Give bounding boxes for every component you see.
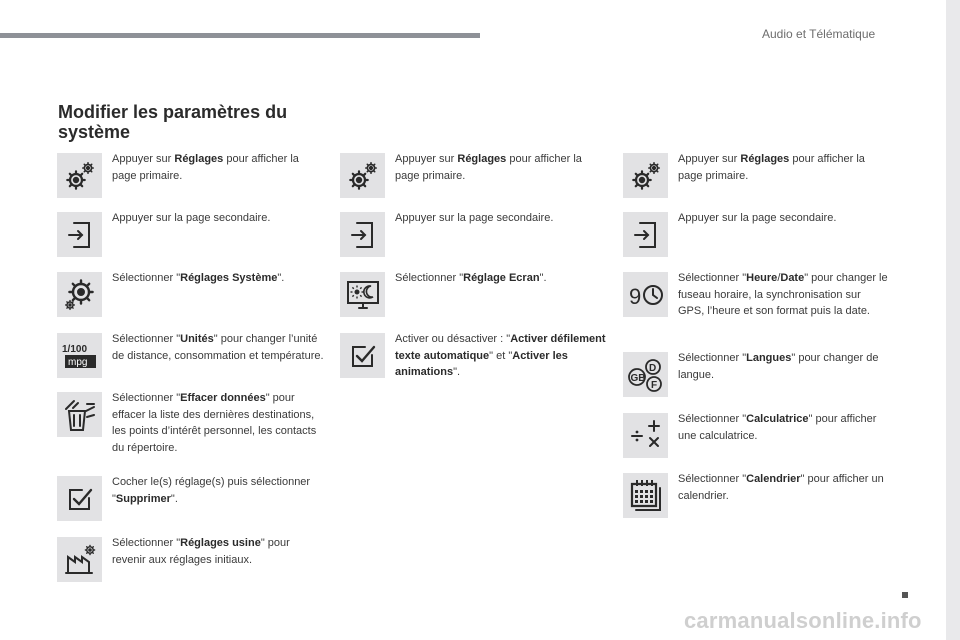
step-text-bold: Réglages bbox=[740, 153, 790, 165]
step-text-span: ". bbox=[277, 272, 285, 284]
step-text-bold: Heure bbox=[746, 272, 778, 284]
step-text-span: Appuyer sur bbox=[678, 153, 741, 165]
step-text-bold: Activer les animations bbox=[395, 349, 568, 378]
step-text-span: pour afficher la page primaire. bbox=[395, 153, 582, 182]
step-text-bold: Réglages bbox=[457, 153, 507, 165]
step-text-span: " pour afficher une calculatrice. bbox=[678, 413, 877, 442]
step-text-span: " pour changer de langue. bbox=[678, 352, 879, 381]
step-text-bold: Réglage Ecran bbox=[463, 272, 540, 284]
step-text-bold: Calculatrice bbox=[746, 413, 809, 425]
units-icon bbox=[57, 333, 102, 378]
step-text bbox=[112, 474, 324, 507]
factory-reset-icon bbox=[57, 537, 102, 582]
step-text-span: Appuyer sur la page secondaire. bbox=[395, 212, 554, 224]
svg-text:GB: GB bbox=[630, 372, 645, 384]
step-text-span: Appuyer sur la page secondaire. bbox=[678, 212, 837, 224]
step-text-span: ". bbox=[170, 492, 178, 505]
step-text-bold: Date bbox=[780, 272, 805, 284]
gear-settings-icon bbox=[57, 153, 102, 198]
step-text-span: Sélectionner " bbox=[112, 392, 181, 404]
step-text-span: Appuyer sur la page secondaire. bbox=[112, 212, 271, 224]
top-divider-bar bbox=[0, 33, 480, 38]
step-text-span: " pour revenir aux réglages initiaux. bbox=[112, 537, 290, 566]
step-text bbox=[678, 210, 890, 227]
step-text-span: " pour effacer la liste des dernières destinations, les points d’intérêt personnel, les contacts du répertoire. bbox=[112, 392, 317, 454]
step-text bbox=[678, 151, 890, 184]
step-text-bold: Activer défilement texte automatique bbox=[395, 333, 606, 362]
secondary-page-icon bbox=[623, 212, 668, 257]
system-settings-icon bbox=[57, 272, 102, 317]
step-text bbox=[112, 390, 324, 456]
step-text-bold: Supprimer bbox=[115, 492, 171, 505]
step-text-span: Cocher le(s) réglage(s) puis sélectionner " bbox=[112, 476, 311, 505]
step-text-span: " pour afficher un calendrier. bbox=[678, 473, 884, 502]
step-text bbox=[678, 471, 890, 504]
step-text-bold: Réglages Système bbox=[180, 272, 278, 284]
step-text bbox=[395, 210, 607, 227]
gear-settings-icon bbox=[623, 153, 668, 198]
calculator-icon bbox=[623, 413, 668, 458]
checkbox-icon bbox=[340, 333, 385, 378]
step-text-span: pour afficher la page primaire. bbox=[678, 153, 865, 182]
calendar-icon bbox=[623, 473, 668, 518]
gear-settings-icon bbox=[340, 153, 385, 198]
screen-settings-icon bbox=[340, 272, 385, 317]
step-text bbox=[395, 270, 607, 287]
step-text-bold: Effacer données bbox=[180, 392, 266, 404]
section-header: Audio et Télématique bbox=[762, 27, 876, 41]
step-text-span: Sélectionner " bbox=[112, 333, 181, 345]
secondary-page-icon bbox=[340, 212, 385, 257]
step-text-span: pour afficher la page primaire. bbox=[112, 153, 299, 182]
step-text-span: Sélectionner " bbox=[678, 352, 747, 364]
step-text-span: Sélectionner " bbox=[395, 272, 464, 284]
step-text bbox=[112, 210, 324, 227]
step-text bbox=[395, 331, 607, 381]
step-text-span: Appuyer sur bbox=[112, 153, 175, 165]
step-text-span: ". bbox=[453, 366, 461, 378]
svg-text:mpg: mpg bbox=[67, 356, 87, 368]
step-text bbox=[112, 270, 324, 287]
step-text-span: Sélectionner " bbox=[678, 473, 747, 485]
page-title: Modifier les paramètres du système bbox=[58, 102, 288, 142]
step-text-bold: Réglages bbox=[174, 153, 224, 165]
languages-icon bbox=[623, 352, 668, 397]
step-text-span: " pour changer le fuseau horaire, la synchronisation sur GPS, l’heure et son format puis la date. bbox=[678, 272, 888, 317]
step-text-span: Appuyer sur bbox=[395, 153, 458, 165]
step-text-span: Sélectionner " bbox=[678, 413, 747, 425]
step-text bbox=[678, 350, 890, 383]
step-text bbox=[112, 151, 324, 184]
step-text-span: / bbox=[777, 272, 781, 284]
delete-data-icon bbox=[57, 392, 102, 437]
page-edge-strip bbox=[946, 0, 960, 640]
step-text bbox=[112, 535, 324, 568]
step-text-span: Sélectionner " bbox=[678, 272, 747, 284]
checkbox-icon bbox=[57, 476, 102, 521]
step-text-span: Activer ou désactiver : " bbox=[395, 333, 511, 345]
step-text-span: Sélectionner " bbox=[112, 272, 181, 284]
svg-text:9: 9 bbox=[628, 283, 641, 309]
step-text-bold: Langues bbox=[746, 352, 792, 364]
step-text-span: ". bbox=[539, 272, 547, 284]
watermark: carmanualsonline.info bbox=[684, 608, 922, 633]
step-text-bold: Réglages usine bbox=[180, 537, 261, 549]
step-text bbox=[678, 411, 890, 444]
svg-text:F: F bbox=[650, 379, 657, 391]
svg-text:D: D bbox=[648, 362, 656, 374]
svg-text:1/100: 1/100 bbox=[61, 343, 87, 355]
step-text-span: " pour changer l’unité de distance, consommation et température. bbox=[112, 333, 324, 362]
time-date-icon bbox=[623, 272, 668, 317]
step-text-bold: Unités bbox=[180, 333, 214, 345]
step-text-span: " et " bbox=[489, 349, 513, 362]
step-text-bold: Calendrier bbox=[746, 473, 801, 485]
step-text-span: Sélectionner " bbox=[112, 537, 181, 549]
secondary-page-icon bbox=[57, 212, 102, 257]
step-text bbox=[112, 331, 324, 364]
step-text bbox=[395, 151, 607, 184]
step-text bbox=[678, 270, 890, 320]
end-of-section-mark bbox=[902, 592, 908, 598]
